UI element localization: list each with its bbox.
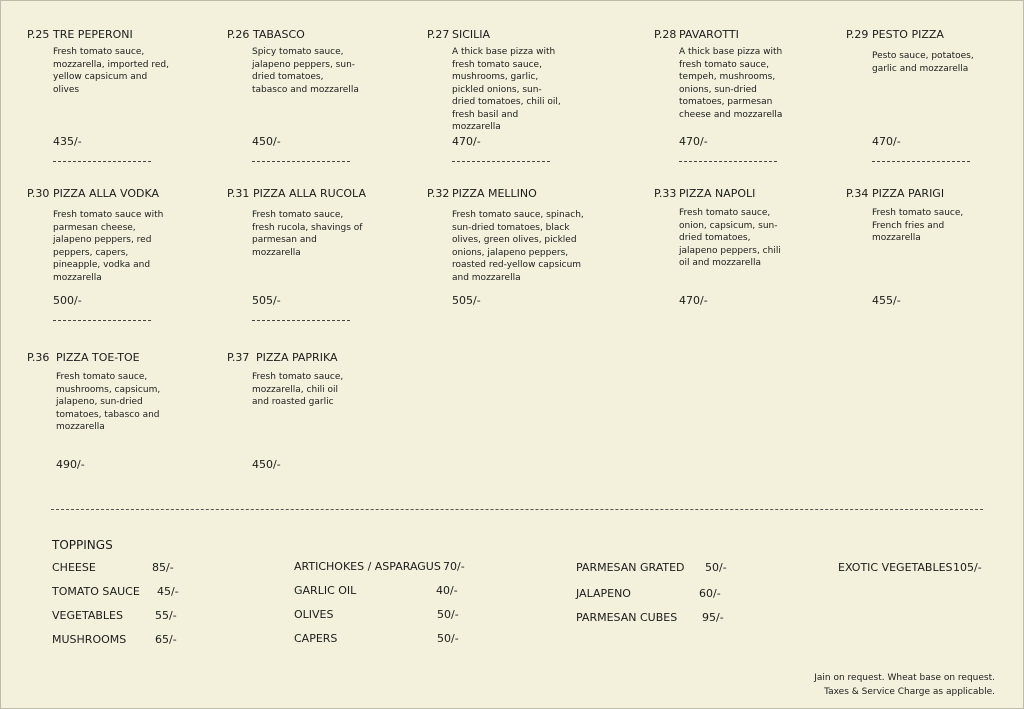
item-code: P.32 [427,187,450,200]
topping-price: 105/- [953,561,982,574]
item-price: 505/- [452,294,481,307]
item-description: Fresh tomato sauce, mozzarella, imported red, yellow capsicum and olives [53,47,169,95]
item-code: P.30 [27,187,50,200]
item-name: PESTO PIZZA [872,28,944,41]
section-divider [51,509,983,510]
footer-line-jain: Jain on request. Wheat base on request. [814,673,995,683]
item-price: 450/- [252,135,281,148]
topping-olives [294,608,459,621]
item-name: PIZZA ALLA RUCOLA [253,187,366,200]
item-description: Fresh tomato sauce, mozzarella, chili oil and roasted garlic [252,372,344,407]
dashed-rule [252,161,350,162]
item-heading [654,187,755,200]
topping-cheese [52,561,174,574]
item-code: P.28 [654,28,677,41]
topping-exotic-vegetables [838,561,982,574]
item-name: PIZZA NAPOLI [679,187,756,200]
topping-name: EXOTIC VEGETABLES [838,561,953,574]
topping-price: 40/- [436,584,458,597]
topping-artichokes-asparagus [294,560,465,573]
item-description: A thick base pizza with fresh tomato sauce, tempeh, mushrooms, onions, sun-dried tomatoes, parmesan cheese and mozzarella [679,47,783,120]
item-name: SICILIA [452,28,491,41]
item-heading [846,28,944,41]
item-name: TRE PEPERONI [53,28,133,41]
item-name: PIZZA MELLINO [452,187,537,200]
topping-price: 50/- [705,561,727,574]
item-description: Fresh tomato sauce with parmesan cheese, jalapeno peppers, red peppers, capers, pineapple, vodka and mozzarella [53,210,164,283]
topping-price: 70/- [443,560,465,573]
item-code: P.34 [846,187,869,200]
dashed-rule [53,320,151,321]
item-heading [227,28,305,41]
item-price: 470/- [452,135,481,148]
dashed-rule [53,161,151,162]
topping-price: 85/- [152,561,174,574]
topping-vegetables [52,609,177,622]
item-price: 490/- [56,458,85,471]
item-heading [227,187,366,200]
item-heading [27,351,140,364]
topping-name: VEGETABLES [52,609,123,622]
topping-price: 45/- [157,585,179,598]
dashed-rule [679,161,777,162]
item-description: Fresh tomato sauce, spinach, sun-dried tomatoes, black olives, green olives, pickled onions, jalapeno peppers, roasted red-yellow capsicum and mozzarella [452,210,584,283]
topping-garlic-oil [294,584,458,597]
dashed-rule [872,161,970,162]
item-description: Fresh tomato sauce, French fries and mozzarella [872,208,964,243]
item-price: 470/- [872,135,901,148]
item-description: Fresh tomato sauce, onion, capsicum, sun-dried tomatoes, jalapeno peppers, chili oil and mozzarella [679,208,781,268]
item-heading [654,28,739,41]
topping-tomato-sauce [52,585,179,598]
item-price: 455/- [872,294,901,307]
item-name: PIZZA ALLA VODKA [53,187,160,200]
item-heading [27,187,159,200]
item-price: 505/- [252,294,281,307]
item-name: PIZZA TOE-TOE [56,351,140,364]
item-description: Pesto sauce, potatoes, garlic and mozzarella [872,51,974,74]
item-price: 470/- [679,135,708,148]
topping-name: JALAPENO [576,587,631,600]
topping-name: MUSHROOMS [52,633,127,646]
item-price: 435/- [53,135,82,148]
item-name: PIZZA PARIGI [872,187,945,200]
topping-price: 95/- [702,611,724,624]
item-name: PAVAROTTI [679,28,739,41]
topping-capers [294,632,459,645]
item-heading [427,187,537,200]
item-code: P.26 [227,28,250,41]
topping-name: ARTICHOKES / ASPARAGUS [294,560,441,573]
topping-price: 60/- [699,587,721,600]
item-code: P.31 [227,187,250,200]
item-price: 450/- [252,458,281,471]
footer-note [814,671,995,699]
topping-name: PARMESAN CUBES [576,611,678,624]
item-description: Fresh tomato sauce, mushrooms, capsicum, jalapeno, sun-dried tomatoes, tabasco and mozzarella [56,372,161,432]
topping-price: 50/- [437,608,459,621]
topping-jalapeno [576,587,721,600]
topping-price: 50/- [437,632,459,645]
item-heading [427,28,490,41]
item-heading [846,187,944,200]
topping-mushrooms [52,633,177,646]
footer-line-taxes: Taxes & Service Charge as applicable. [824,687,995,697]
topping-name: CAPERS [294,632,338,645]
dashed-rule [252,320,350,321]
item-code: P.25 [27,28,50,41]
topping-name: CHEESE [52,561,96,574]
item-name: TABASCO [253,28,305,41]
topping-parmesan-cubes [576,611,724,624]
item-price: 500/- [53,294,82,307]
item-name: PIZZA PAPRIKA [256,351,338,364]
topping-name: TOMATO SAUCE [52,585,140,598]
item-code: P.29 [846,28,869,41]
item-description: Fresh tomato sauce, fresh rucola, shavings of parmesan and mozzarella [252,210,363,258]
item-price: 470/- [679,294,708,307]
item-description: A thick base pizza with fresh tomato sauce, mushrooms, garlic, pickled onions, sun-dried tomatoes, chili oil, fresh basil and mozzarella [452,47,561,132]
item-heading [227,351,338,364]
toppings-heading: TOPPINGS [52,538,113,552]
item-heading [27,28,133,41]
topping-name: PARMESAN GRATED [576,561,685,574]
topping-name: GARLIC OIL [294,584,357,597]
item-description: Spicy tomato sauce, jalapeno peppers, sun-dried tomatoes, tabasco and mozzarella [252,47,359,95]
item-code: P.33 [654,187,677,200]
dashed-rule [452,161,550,162]
topping-name: OLIVES [294,608,334,621]
item-code: P.27 [427,28,450,41]
topping-price: 65/- [155,633,177,646]
topping-parmesan-grated [576,561,727,574]
item-code: P.36 [27,351,50,364]
topping-price: 55/- [155,609,177,622]
item-code: P.37 [227,351,250,364]
